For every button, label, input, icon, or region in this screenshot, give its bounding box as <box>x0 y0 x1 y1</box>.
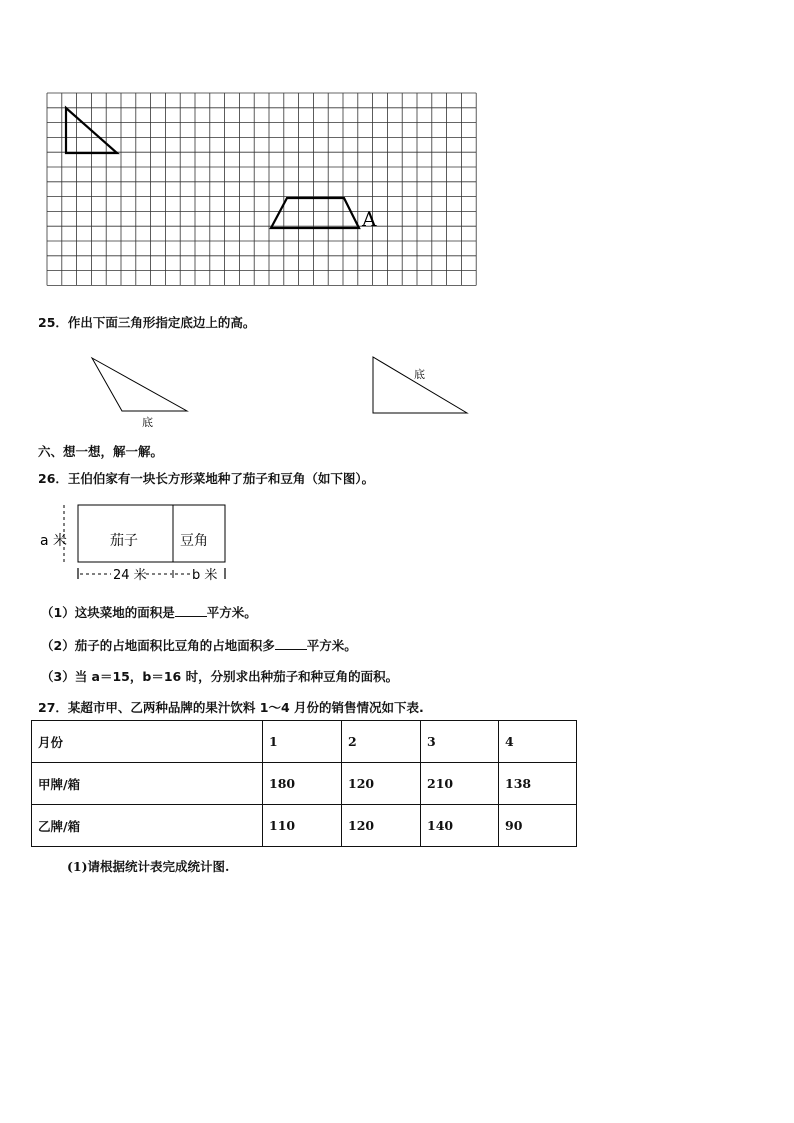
q27-text: 27．某超市甲、乙两种品牌的果汁饮料 1～4 月份的销售情况如下表. <box>38 700 424 715</box>
table-row <box>32 805 577 847</box>
q26-sub1 <box>41 603 257 621</box>
q26-sub1-after: 平方米。 <box>206 605 257 620</box>
table-cell: 110 <box>263 805 342 847</box>
table-cell: 138 <box>499 763 577 805</box>
table-cell: 210 <box>421 763 499 805</box>
bean-label: 豆角 <box>180 533 208 549</box>
obtuse-triangle <box>92 358 187 411</box>
q26-text: 26．王伯伯家有一块长方形菜地种了茄子和豆角（如下图）。 <box>38 471 375 486</box>
height-label: a 米 <box>40 533 68 549</box>
q26-sub2 <box>41 636 357 654</box>
table-cell: 90 <box>499 805 577 847</box>
square-grid <box>47 93 476 285</box>
table-header-cell: 1 <box>263 721 342 763</box>
table-cell: 120 <box>342 763 421 805</box>
q26-sub2-after: 平方米。 <box>306 638 357 653</box>
table-cell: 140 <box>421 805 499 847</box>
q26-sub2-blank[interactable] <box>275 637 307 650</box>
table-cell: 甲牌/箱 <box>32 763 263 805</box>
table-header-cell: 4 <box>499 721 577 763</box>
q25-triangles <box>0 345 794 435</box>
q27-sub1: (1)请根据统计表完成统计图. <box>67 859 230 874</box>
section-6-title: 六、想一想，解一解。 <box>38 444 164 459</box>
base-label-left: 底 <box>142 416 153 429</box>
table-header-cell: 3 <box>421 721 499 763</box>
table-header-row <box>32 721 577 763</box>
vegetable-plot-diagram <box>0 495 794 585</box>
table-cell: 乙牌/箱 <box>32 805 263 847</box>
width-left-label: 24 米 <box>113 568 147 583</box>
table-header-cell: 月份 <box>32 721 263 763</box>
table-row <box>32 763 577 805</box>
right-triangle <box>373 357 467 413</box>
q26-sub1-before: （1）这块菜地的面积是 <box>41 605 175 620</box>
sales-table <box>31 720 577 847</box>
point-a-label: A <box>362 207 377 231</box>
table-header-cell: 2 <box>342 721 421 763</box>
q26-sub1-blank[interactable] <box>175 604 207 617</box>
q25-text: 25．作出下面三角形指定底边上的高。 <box>38 315 256 330</box>
width-right-label: b 米 <box>192 568 218 583</box>
base-label-right: 底 <box>414 368 425 381</box>
table-cell: 180 <box>263 763 342 805</box>
q26-sub3: （3）当 a＝15，b＝16 时，分别求出种茄子和种豆角的面积。 <box>41 669 399 684</box>
q26-sub2-before: （2）茄子的占地面积比豆角的占地面积多 <box>41 638 275 653</box>
table-cell: 120 <box>342 805 421 847</box>
eggplant-label: 茄子 <box>110 533 138 549</box>
grid-trapezoid <box>271 198 359 228</box>
grid-figure <box>0 0 794 300</box>
